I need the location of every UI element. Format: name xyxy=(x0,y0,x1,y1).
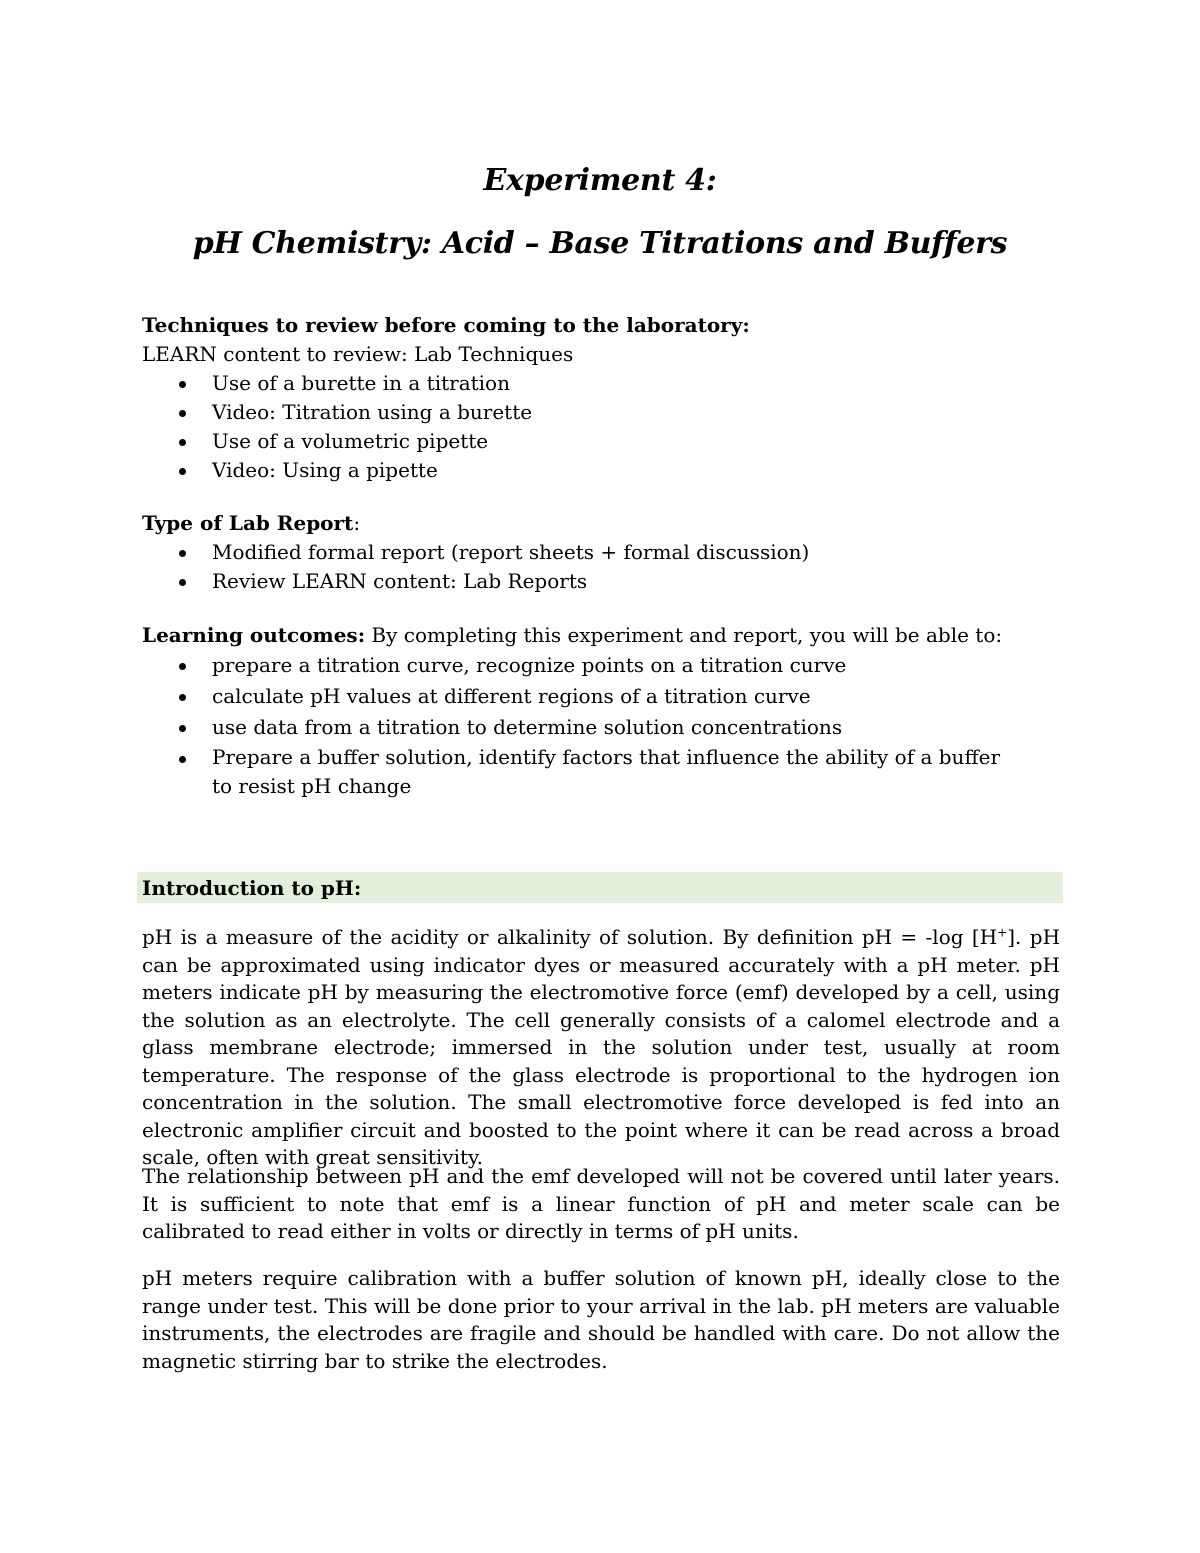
list-item: Modified formal report (report sheets + formal discussion) xyxy=(142,538,1062,567)
superscript-plus: + xyxy=(997,925,1008,940)
introduction-heading: Introduction to pH: xyxy=(142,876,362,900)
report-type-list xyxy=(142,538,1062,596)
report-type-colon: : xyxy=(353,511,361,535)
report-type-heading-line xyxy=(142,509,1062,538)
techniques-list xyxy=(142,369,1062,485)
learning-outcomes-intro: By completing this experiment and report, you will be able to: xyxy=(365,623,1003,647)
list-item: Video: Titration using a burette xyxy=(142,398,1062,427)
list-item: Prepare a buffer solution, identify factors that influence the ability of a buffer to resist pH change xyxy=(142,743,1062,801)
intro-paragraph-1 xyxy=(142,924,1060,1172)
report-type-section xyxy=(142,509,1062,596)
techniques-subheading: LEARN content to review: Lab Techniques xyxy=(142,342,574,366)
list-item: Use of a burette in a titration xyxy=(142,369,1062,398)
report-type-heading: Type of Lab Report xyxy=(142,511,354,535)
list-item: Video: Using a pipette xyxy=(142,456,1062,485)
list-item: calculate pH values at different regions of a titration curve xyxy=(142,681,1062,712)
learning-outcomes-section xyxy=(142,621,1062,801)
learning-outcomes-list xyxy=(142,650,1062,801)
intro-paragraph-3: pH meters require calibration with a buffer solution of known pH, ideally close to the range under test. This will be done prior to your arrival in the lab. pH meters are valuable instruments, the electrodes are fragile and should be handled with care. Do not allow the magnetic stirring bar to strike the electrodes. xyxy=(142,1266,1060,1373)
list-item: Review LEARN content: Lab Reports xyxy=(142,567,1062,596)
learning-outcomes-heading: Learning outcomes: xyxy=(142,623,366,647)
techniques-section xyxy=(142,311,1062,485)
experiment-title: pH Chemistry: Acid – Base Titrations and Buffers xyxy=(192,226,1008,261)
learning-outcomes-heading-line xyxy=(142,621,1062,650)
intro-paragraph-2: The relationship between pH and the emf developed will not be covered until later years. It is sufficient to note that emf is a linear function of pH and meter scale can be calibrated to read either in volts or directly in terms of pH units. xyxy=(142,1164,1060,1243)
intro-paragraph-1-rest: ]. pH can be approximated using indicator dyes or measured accurately with a pH meter. pH meters indicate pH by measuring the electromotive force (emf) developed by a cell, using the solution as an electrolyte. The cell generally consists of a calomel electrode and a glass membrane electrode; immersed in the solution under test, usually at room temperature. The response of the glass electrode is proportional to the hydrogen ion concentration in the solution. The small electromotive force developed is fed into an electronic amplifier circuit and boosted to the point where it can be read across a broad scale, often with great sensitivity. xyxy=(142,925,1061,1169)
list-item: Use of a volumetric pipette xyxy=(142,427,1062,456)
list-item: use data from a titration to determine solution concentrations xyxy=(142,712,1062,743)
list-item: prepare a titration curve, recognize points on a titration curve xyxy=(142,650,1062,681)
techniques-heading: Techniques to review before coming to the laboratory: xyxy=(142,313,750,337)
intro-paragraph-1-start: pH is a measure of the acidity or alkalinity of solution. By definition pH = -log [H xyxy=(142,925,998,949)
experiment-number-title: Experiment 4: xyxy=(483,163,717,198)
